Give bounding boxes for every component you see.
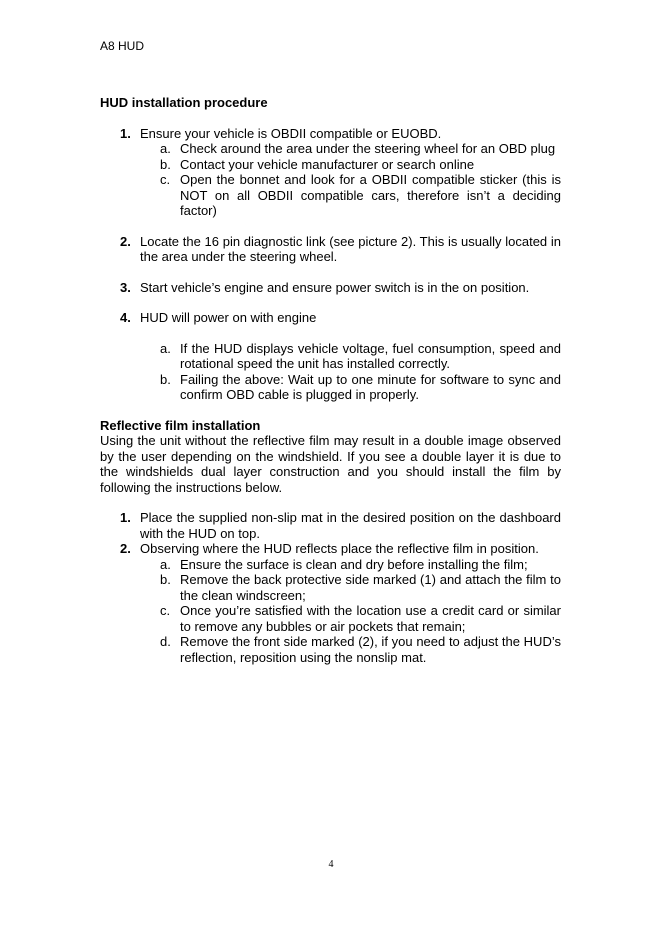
substep [160, 557, 561, 573]
step-number: 3. [120, 279, 131, 295]
substep-text: Ensure the surface is clean and dry before installing the film; [180, 556, 528, 572]
step-text: Place the supplied non-slip mat in the desired position on the dashboard with the HUD on top. [140, 510, 561, 541]
substep-text: Check around the area under the steering wheel for an OBD plug [180, 141, 556, 156]
substep-text: Remove the back protective side marked (1) and attach the film to the clean windscreen; [180, 572, 561, 603]
step-number: 1. [120, 125, 131, 141]
page-number: 4 [328, 859, 334, 870]
substep-text: Open the bonnet and look for a OBDII compatible sticker (this is NOT on all OBDII compatible cars, therefore isn’t a deciding factor) [180, 172, 561, 218]
step-text: HUD will power on with engine [140, 310, 317, 325]
substep-letter: b. [160, 572, 171, 587]
step-text: Start vehicle’s engine and ensure power switch is in the on position. [140, 279, 530, 295]
step-number: 4. [120, 310, 131, 325]
substep [160, 341, 561, 372]
substep-text: If the HUD displays vehicle voltage, fuel consumption, speed and rotational speed the unit has installed correctly. [180, 340, 561, 371]
running-header: A8 HUD [100, 39, 145, 53]
substep [160, 157, 561, 173]
substep-text: Remove the front side marked (2), if you need to adjust the HUD’s reflection, reposition using the nonslip mat. [180, 634, 561, 665]
step-number: 2. [120, 233, 131, 249]
substep [160, 603, 561, 634]
step-number: 1. [120, 510, 131, 525]
substep [160, 372, 561, 403]
substep-letter: c. [160, 603, 171, 618]
substep-letter: a. [160, 556, 171, 572]
step-text: Observing where the HUD reflects place the reflective film in position. [140, 541, 539, 556]
substep [160, 141, 561, 157]
step-4 [120, 310, 561, 326]
step-2 [120, 234, 561, 265]
substep-text: Failing the above: Wait up to one minute for software to sync and confirm OBD cable is plugged in properly. [180, 371, 561, 402]
document-body [100, 95, 561, 665]
step-text: Locate the 16 pin diagnostic link (see picture 2). This is usually located in the area under the steering wheel. [140, 233, 561, 264]
film-step-2 [120, 541, 561, 557]
substep-letter: a. [160, 141, 171, 156]
substep-letter: d. [160, 634, 171, 649]
step-3 [120, 280, 561, 296]
step-number: 2. [120, 541, 131, 556]
film-intro-paragraph: Using the unit without the reflective film may result in a double image observed by the user depending on the windshield. If you see a double layer it is due to the windshields dual layer construction and you should install the film by following the instructions below. [100, 433, 561, 495]
substep-letter: b. [160, 156, 171, 172]
substep-letter: b. [160, 371, 171, 387]
substep [160, 634, 561, 665]
substep [160, 172, 561, 219]
substep [160, 572, 561, 603]
section-title-reflective-film: Reflective film installation [100, 417, 261, 433]
substep-letter: a. [160, 340, 171, 356]
section-title-hud-installation: HUD installation procedure [100, 95, 268, 110]
step-text: Ensure your vehicle is OBDII compatible or EUOBD. [140, 125, 442, 141]
film-step-1 [120, 510, 561, 541]
step-1 [120, 126, 561, 142]
substep-text: Contact your vehicle manufacturer or search online [180, 156, 475, 172]
substep-letter: c. [160, 172, 171, 187]
substep-text: Once you’re satisfied with the location use a credit card or similar to remove any bubbles or air pockets that remain; [180, 603, 561, 634]
